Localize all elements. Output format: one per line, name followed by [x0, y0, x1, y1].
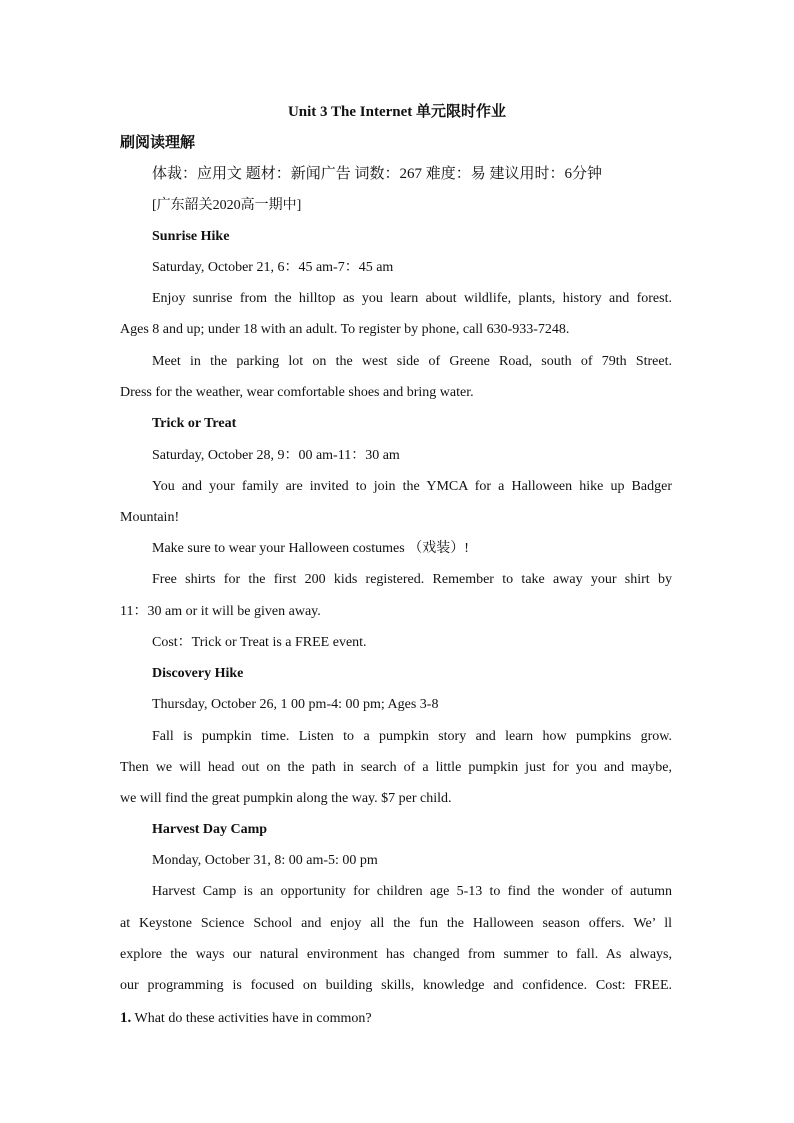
event-paragraph-line: You and your family are invited to join the YMCA for a Halloween hike up Badger — [152, 479, 672, 494]
event-paragraph-line: our programming is focused on building skills, knowledge and confidence. Cost: FREE. — [120, 978, 672, 993]
event-paragraph-line: Free shirts for the first 200 kids registered. Remember to take away your shirt by — [152, 572, 672, 587]
question-1 — [120, 1008, 672, 1029]
event-paragraph-line: Meet in the parking lot on the west side of Greene Road, south of 79th Street. — [152, 354, 672, 369]
passage-meta: 体裁：应用文 题材：新闻广告 词数：267 难度：易 建议用时：6分钟 — [152, 166, 603, 182]
event-title-trick-or-treat: Trick or Treat — [152, 416, 237, 431]
question-text: What do these activities have in common? — [131, 1011, 372, 1026]
event-time-sunrise-hike: Saturday, October 21, 6：45 am-7：45 am — [152, 260, 394, 275]
event-paragraph-line: Make sure to wear your Halloween costumes （戏装）! — [152, 541, 469, 556]
event-paragraph-line: Mountain! — [120, 510, 180, 525]
event-paragraph-line: Dress for the weather, wear comfortable shoes and bring water. — [120, 385, 474, 400]
document-title: Unit 3 The Internet 单元限时作业 — [287, 104, 507, 120]
event-title-discovery-hike: Discovery Hike — [152, 666, 244, 681]
event-paragraph-line: 11：30 am or it will be given away. — [120, 604, 321, 619]
question-number: 1. — [120, 1010, 132, 1026]
section-heading: 刷阅读理解 — [120, 135, 196, 151]
event-title-harvest-day-camp: Harvest Day Camp — [152, 822, 268, 837]
event-time-discovery-hike: Thursday, October 26, 1 00 pm-4: 00 pm; Ages 3-8 — [152, 697, 439, 712]
passage-source: [广东韶关2020高一期中] — [152, 198, 302, 213]
event-paragraph-line: we will find the great pumpkin along the way. $7 per child. — [120, 791, 452, 806]
event-paragraph-line: Fall is pumpkin time. Listen to a pumpkin story and learn how pumpkins grow. — [152, 729, 672, 744]
event-paragraph-line: Then we will head out on the path in search of a little pumpkin just for you and maybe, — [120, 760, 672, 775]
event-time-trick-or-treat: Saturday, October 28, 9：00 am-11：30 am — [152, 448, 400, 463]
event-title-sunrise-hike: Sunrise Hike — [152, 229, 230, 244]
event-paragraph-line: at Keystone Science School and enjoy all the fun the Halloween season offers. We’ ll — [120, 916, 672, 931]
event-paragraph-line: Ages 8 and up; under 18 with an adult. To register by phone, call 630-933-7248. — [120, 322, 570, 337]
event-paragraph-line: Harvest Camp is an opportunity for children age 5-13 to find the wonder of autumn — [152, 884, 672, 899]
event-time-harvest-day-camp: Monday, October 31, 8: 00 am-5: 00 pm — [152, 853, 378, 868]
event-paragraph-line: Enjoy sunrise from the hilltop as you learn about wildlife, plants, history and forest. — [152, 291, 672, 306]
event-cost-trick-or-treat: Cost：Trick or Treat is a FREE event. — [152, 635, 367, 650]
event-paragraph-line: explore the ways our natural environment has changed from summer to fall. As always, — [120, 947, 672, 962]
